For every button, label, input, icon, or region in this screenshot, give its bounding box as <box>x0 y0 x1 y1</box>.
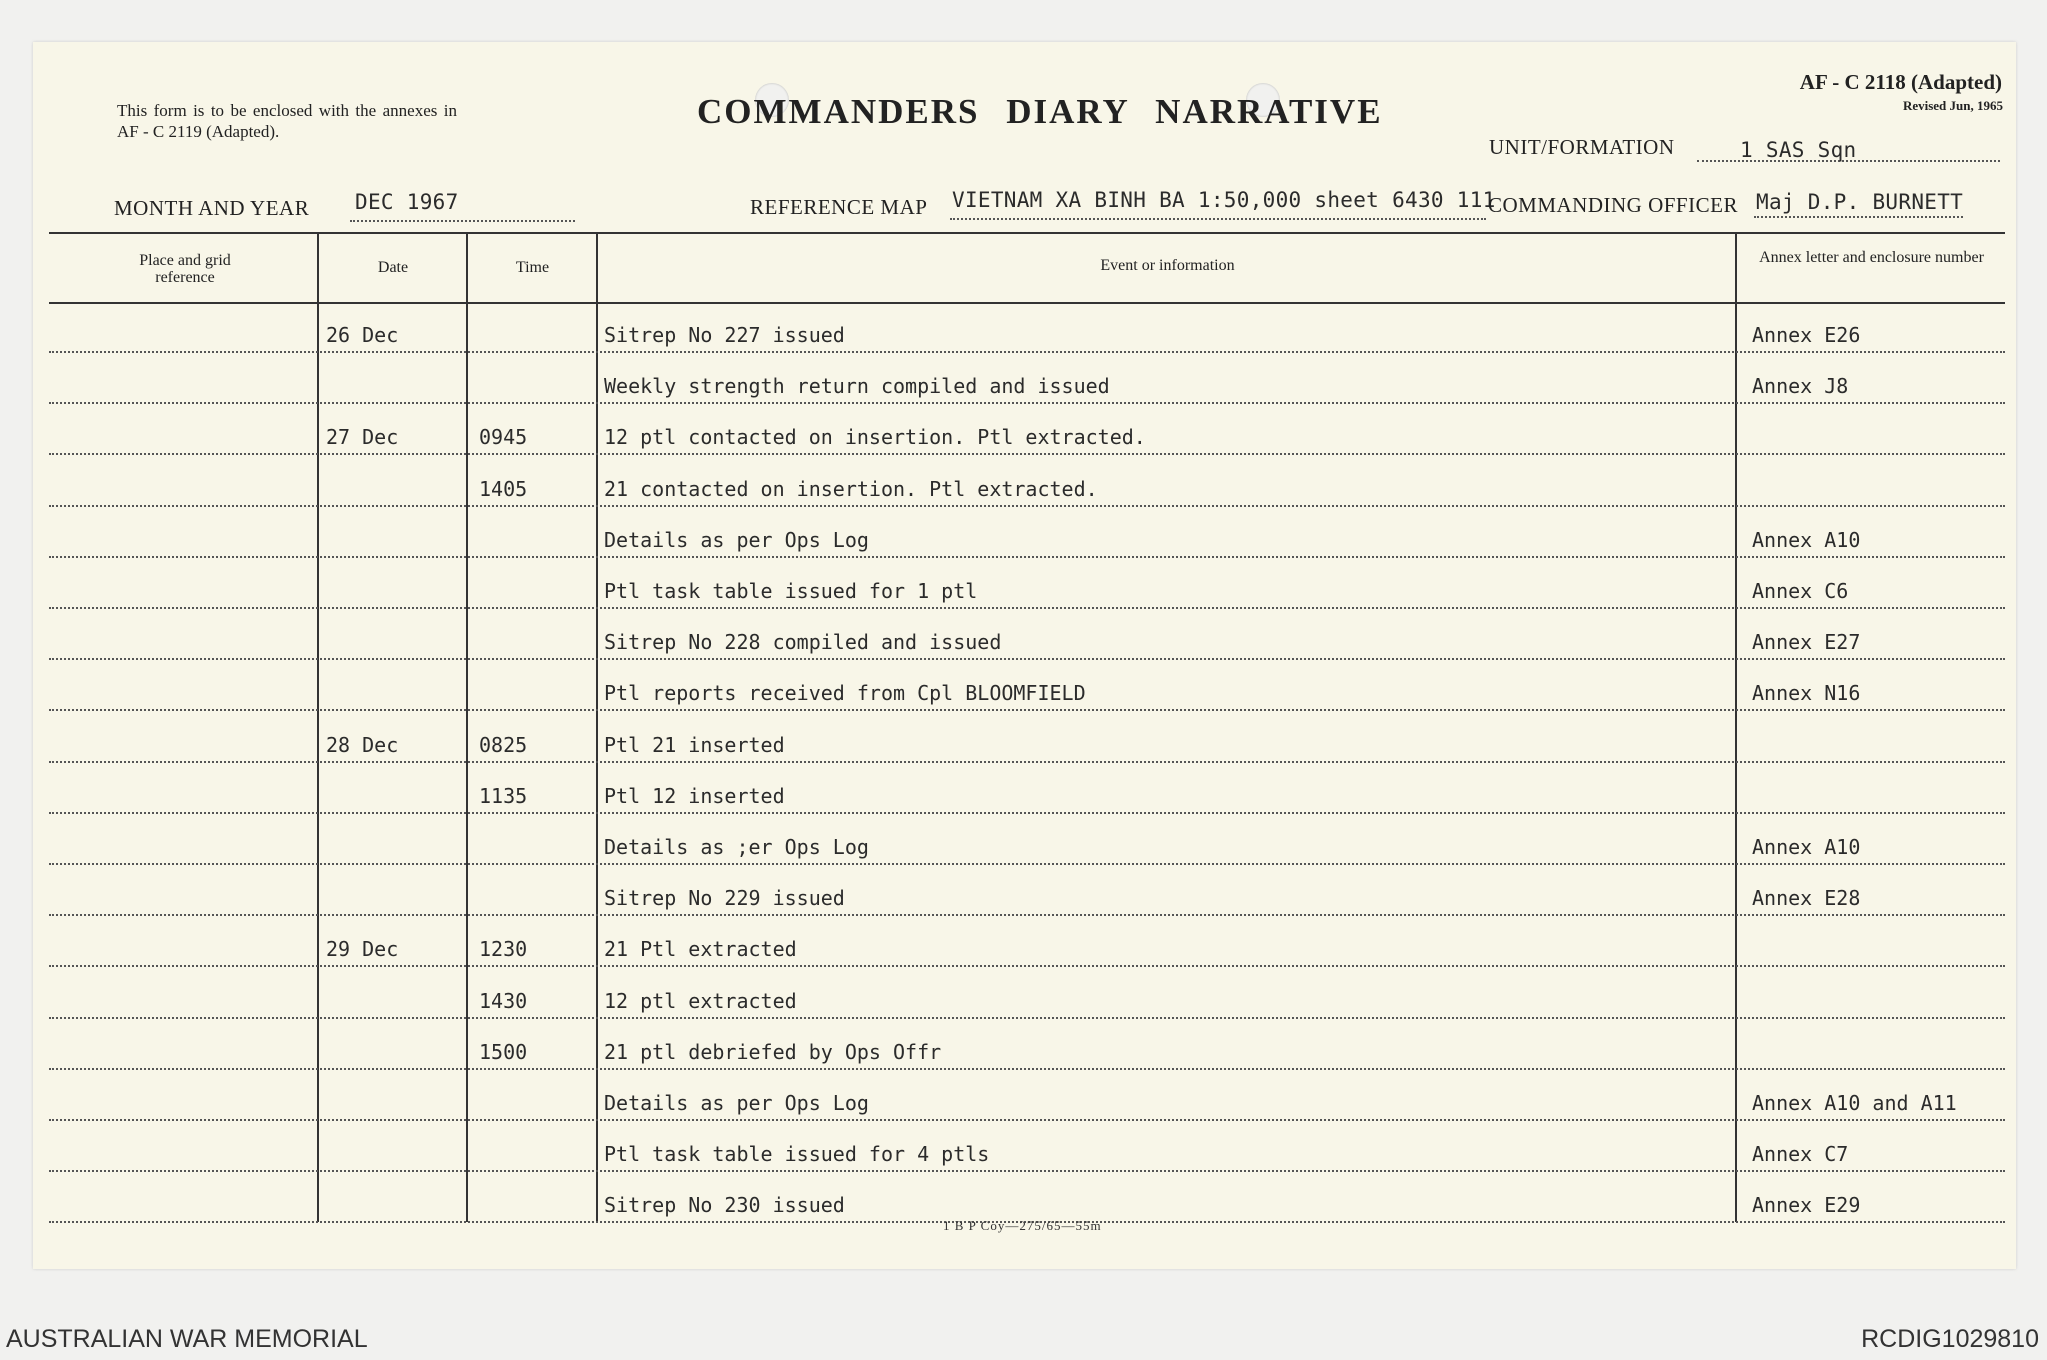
row-event: 12 ptl extracted <box>604 988 797 1013</box>
table-row <box>49 456 2005 507</box>
table-top-border <box>49 232 2005 234</box>
enclosure-note: This form is to be enclosed with the annexes in AF - C 2119 (Adapted). <box>117 101 457 141</box>
row-annex: Annex J8 <box>1752 374 1849 399</box>
month-year-value: DEC 1967 <box>355 190 459 214</box>
table-row <box>49 609 2005 660</box>
column-header-event: Event or information <box>1100 257 1235 274</box>
form-title: COMMANDERS DIARY NARRATIVE <box>697 92 1383 131</box>
table-row <box>49 1070 2005 1121</box>
table-row <box>49 302 2005 353</box>
row-event: Details as per Ops Log <box>604 1091 869 1115</box>
table-row <box>49 353 2005 404</box>
row-time: 1230 <box>479 937 528 962</box>
row-time: 1430 <box>479 988 528 1013</box>
table-row <box>49 916 2005 967</box>
column-header-date: Date <box>377 259 409 276</box>
row-event: Sitrep No 230 issued <box>604 1193 845 1218</box>
row-event: Details as ;er Ops Log <box>604 835 869 859</box>
column-header-time: Time <box>515 259 550 276</box>
revision-date: Revised Jun, 1965 <box>1902 98 2003 113</box>
row-date: 27 Dec <box>326 425 399 450</box>
row-time: 1500 <box>479 1039 528 1064</box>
table-row <box>49 404 2005 455</box>
month-year-label: MONTH AND YEAR <box>114 196 310 220</box>
row-event: Sitrep No 227 issued <box>604 323 845 347</box>
commanding-officer-line <box>1754 216 1963 218</box>
row-annex: Annex A10 <box>1752 835 1861 859</box>
row-event: Ptl task table issued for 1 ptl <box>604 579 978 603</box>
commanding-officer-value: Maj D.P. BURNETT <box>1756 190 1964 214</box>
table-row <box>49 968 2005 1019</box>
row-annex: Annex C6 <box>1752 579 1849 603</box>
row-event: 21 Ptl extracted <box>604 937 797 962</box>
row-annex: Annex E26 <box>1752 323 1861 347</box>
unit-formation-value: 1 SAS Sqn <box>1740 138 1857 162</box>
reference-map-line <box>950 218 1486 220</box>
archive-reference: RCDIG1029810 <box>1861 1325 2039 1353</box>
row-event: Sitrep No 229 issued <box>604 886 845 911</box>
row-date: 28 Dec <box>326 732 399 757</box>
row-event: Sitrep No 228 compiled and issued <box>604 630 1002 655</box>
row-event: Ptl task table issued for 4 ptls <box>604 1142 990 1167</box>
row-time: 1405 <box>479 476 528 501</box>
archive-credit: AUSTRALIAN WAR MEMORIAL <box>6 1325 368 1353</box>
row-time: 1135 <box>479 783 528 808</box>
printer-imprint: 1 B P Coy—275/65—55m <box>943 1218 1102 1233</box>
row-annex: Annex A10 and A11 <box>1752 1091 1957 1115</box>
row-event: Weekly strength return compiled and issued <box>604 374 1110 399</box>
commanding-officer-label: COMMANDING OFFICER <box>1488 193 1738 217</box>
table-row <box>49 1019 2005 1070</box>
table-row <box>49 763 2005 814</box>
row-event: Details as per Ops Log <box>604 527 869 552</box>
column-header-annex: Annex letter and enclosure number <box>1759 249 1984 266</box>
row-annex: Annex A10 <box>1752 527 1861 552</box>
table-row <box>49 1121 2005 1172</box>
row-annex: Annex E27 <box>1752 630 1861 655</box>
unit-formation-label: UNIT/FORMATION <box>1489 135 1675 159</box>
row-annex: Annex E29 <box>1752 1193 1861 1218</box>
row-time: 0825 <box>479 732 528 757</box>
row-event: Ptl 21 inserted <box>604 732 785 757</box>
row-date: 29 Dec <box>326 937 399 962</box>
row-annex: Annex N16 <box>1752 681 1861 706</box>
row-event: Ptl reports received from Cpl BLOOMFIELD <box>604 681 1086 706</box>
row-time: 0945 <box>479 425 528 450</box>
row-annex: Annex C7 <box>1752 1142 1849 1167</box>
reference-map-value: VIETNAM XA BINH BA 1:50,000 sheet 6430 111 <box>952 188 1496 212</box>
row-event: 21 contacted on insertion. Ptl extracted. <box>604 476 1098 501</box>
table-row <box>49 814 2005 865</box>
table-row <box>49 1172 2005 1223</box>
table-row <box>49 507 2005 558</box>
reference-map-label: REFERENCE MAP <box>750 195 928 219</box>
row-event: 12 ptl contacted on insertion. Ptl extracted. <box>604 425 1146 450</box>
row-annex: Annex E28 <box>1752 886 1861 911</box>
table-row <box>49 865 2005 916</box>
month-year-line <box>350 220 575 222</box>
table-row <box>49 712 2005 763</box>
table-row <box>49 558 2005 609</box>
table-row <box>49 660 2005 711</box>
form-number: AF - C 2118 (Adapted) <box>1799 70 2002 94</box>
row-event: Ptl 12 inserted <box>604 783 785 808</box>
column-header-place: Place and grid reference <box>139 252 231 286</box>
row-date: 26 Dec <box>326 323 399 347</box>
row-event: 21 ptl debriefed by Ops Offr <box>604 1039 942 1064</box>
